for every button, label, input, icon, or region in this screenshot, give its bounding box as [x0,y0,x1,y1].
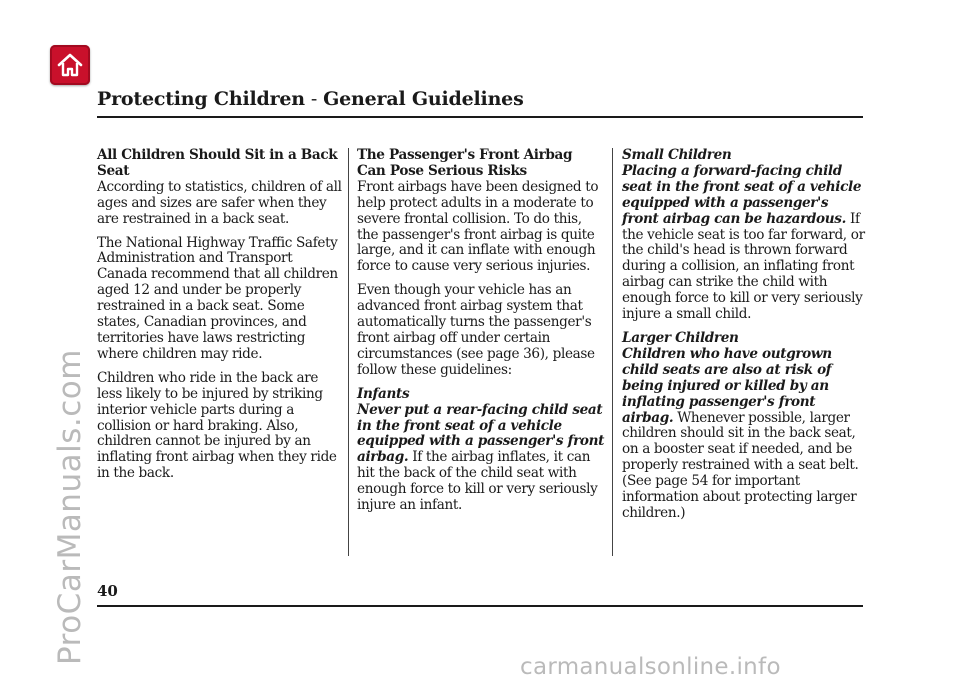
column-middle [357,148,605,522]
subsection-title: General Guidelines [323,88,524,110]
page-title [97,88,524,110]
small-children-warning: Placing a forward-facing child seat in the front seat of a vehicle equipped with a passenger's front airbag can be hazardous. [622,162,862,227]
home-button[interactable] [50,45,90,85]
small-children-label: Small Children [622,147,732,163]
airbag-risk-paragraph-2: Even though your vehicle has an advanced front airbag system that automatically turns the passenger's front airbag off under certain circumstances (see page 36), please follow these guidelines: [357,282,595,378]
section-title: Protecting Children [97,88,305,110]
bottom-watermark: carmanualsonline.info [520,654,781,680]
back-seat-paragraph-2: The National Highway Traffic Safety Administration and Transport Canada recommend that all children aged 12 and under be properly restrained in a back seat. Some states, Canadian provinces, and territories have laws restricting where children may ride. [97,234,338,362]
infants-text: If the airbag inflates, it can hit the back of the child seat with enough force to kill or very seriously injure an infant. [357,449,598,514]
airbag-risk-heading: The Passenger's Front Airbag Can Pose Serious Risks [357,147,573,179]
larger-children-text: Whenever possible, larger children should sit in the back seat, on a booster seat if needed, and be properly restrained with a seat belt. (See page 54 for important information about protecting larger children.) [622,409,859,521]
back-seat-heading: All Children Should Sit in a Back Seat [97,147,338,179]
column-divider-1 [348,148,349,556]
column-left [97,148,345,490]
larger-children-warning: Children who have outgrown child seats are also at risk of being injured or killed by an inflating passenger's front airbag. [622,345,832,426]
column-right [622,148,866,530]
back-seat-paragraph-3: Children who ride in the back are less likely to be injured by striking interior vehicle parts during a collision or hard braking. Also, children cannot be injured by an inflating front airbag when they ride in the back. [97,369,337,482]
infants-warning: Never put a rear-facing child seat in the front seat of a vehicle equipped with a passenger's front airbag. [357,401,605,466]
back-seat-paragraph-1: According to statistics, children of all ages and sizes are safer when they are restrained in a back seat. [97,178,342,227]
title-separator: - [310,88,318,110]
home-icon [55,50,85,80]
infants-label: Infants [357,385,410,402]
larger-children-label: Larger Children [622,329,739,346]
airbag-risk-paragraph-1: Front airbags have been designed to help protect adults in a moderate to severe frontal collision. To do this, the passenger's front airbag is quite large, and it can inflate with enough force to cause very serious injuries. [357,178,599,275]
small-children-text: If the vehicle seat is too far forward, or the child's head is thrown forward during a collision, an inflating front airbag can strike the child with enough force to kill or very seriously injure a small child. [622,210,865,323]
column-divider-2 [612,148,613,556]
footer-divider [97,605,863,607]
side-watermark: ProCarManuals.com [52,349,88,665]
page-number: 40 [97,582,118,600]
header-divider [97,116,863,118]
